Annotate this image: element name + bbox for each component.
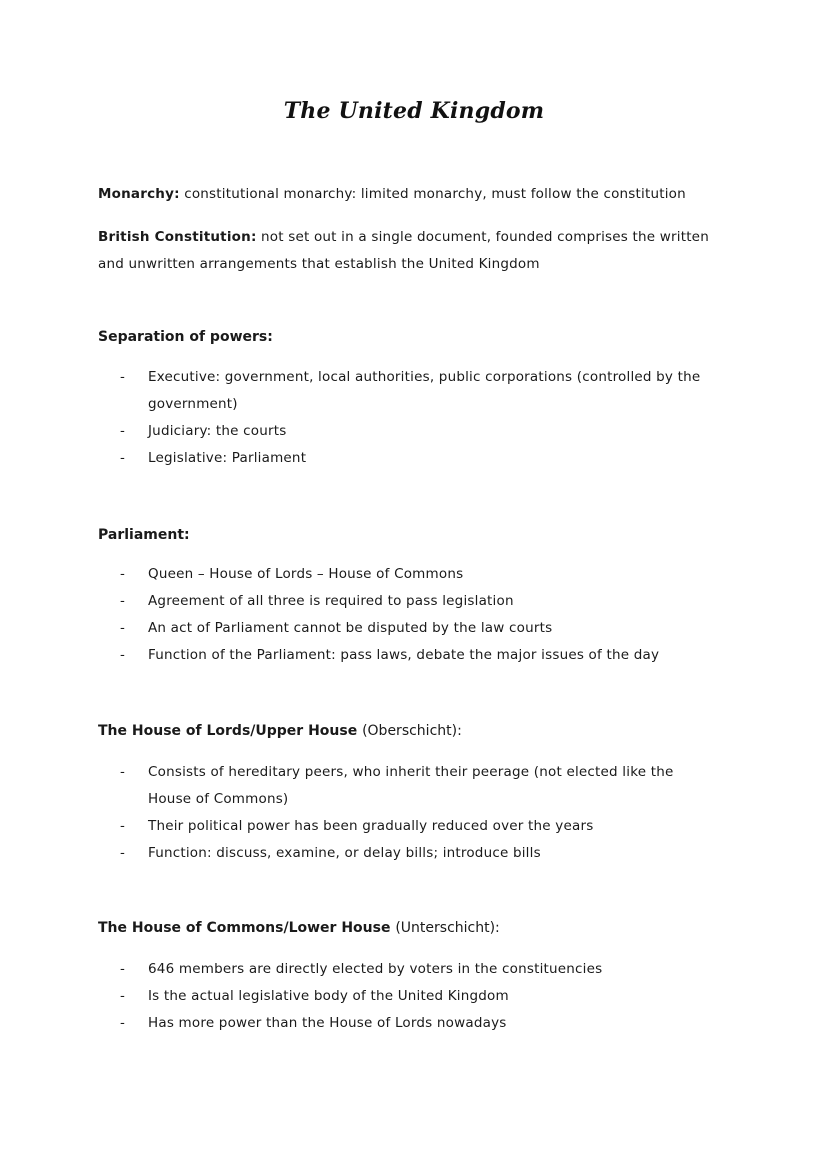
constitution-definition	[98, 224, 718, 278]
monarchy-text: constitutional monarchy: limited monarchy, must follow the constitution	[184, 186, 686, 202]
list-item: - Function: discuss, examine, or delay bills; introduce bills	[120, 845, 541, 861]
constitution-term: British Constitution:	[98, 229, 257, 245]
lords-list	[120, 759, 700, 867]
list-item: - Consists of hereditary peers, who inherit their peerage (not elected like the House of Commons)	[120, 764, 674, 807]
separation-list	[120, 364, 720, 472]
list-item: - Is the actual legislative body of the United Kingdom	[120, 988, 509, 1004]
monarchy-definition	[98, 186, 686, 202]
list-item: - Judiciary: the courts	[120, 423, 287, 439]
monarchy-term: Monarchy:	[98, 186, 180, 202]
list-item: - 646 members are directly elected by voters in the constituencies	[120, 961, 603, 977]
list-item: - Their political power has been gradually reduced over the years	[120, 818, 594, 834]
list-item: - Legislative: Parliament	[120, 450, 307, 466]
list-item: - Has more power than the House of Lords nowadays	[120, 1015, 507, 1031]
list-item: - Function of the Parliament: pass laws, debate the major issues of the day	[120, 647, 660, 663]
commons-heading: The House of Commons/Lower House (Unterschicht):	[98, 920, 500, 936]
lords-heading: The House of Lords/Upper House (Oberschicht):	[98, 723, 462, 739]
list-item: - Executive: government, local authorities, public corporations (controlled by the government)	[120, 369, 701, 412]
list-item: - Agreement of all three is required to pass legislation	[120, 593, 514, 609]
parliament-heading: Parliament:	[98, 527, 190, 543]
list-item: - Queen – House of Lords – House of Commons	[120, 566, 464, 582]
commons-list	[120, 956, 740, 1037]
parliament-list	[120, 561, 740, 669]
list-item: - An act of Parliament cannot be disputed by the law courts	[120, 620, 553, 636]
constitution-text: not set out in a single document, founded comprises the written and unwritten arrangements that establish the United Kingdom	[98, 229, 709, 272]
separation-heading: Separation of powers:	[98, 329, 273, 345]
page-title: The United Kingdom	[283, 98, 545, 124]
